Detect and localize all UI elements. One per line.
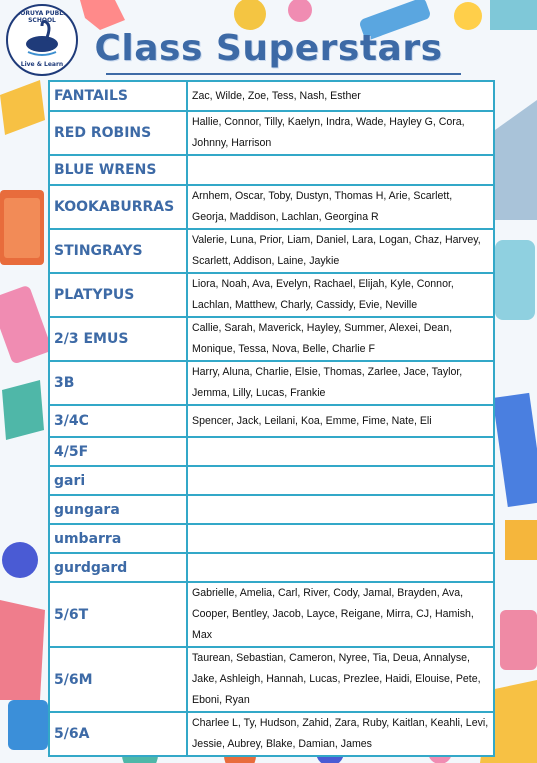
- table-row: [49, 582, 494, 647]
- table-row: [49, 495, 494, 524]
- class-name-cell: PLATYPUS: [49, 273, 187, 317]
- table-row: [49, 155, 494, 185]
- table-row: [49, 405, 494, 437]
- table-row: [49, 553, 494, 582]
- student-names-cell: Gabrielle, Amelia, Carl, River, Cody, Jamal, Brayden, Ava, Cooper, Bentley, Jacob, Layce, Reigane, Mirra, CJ, Hamish, Max: [187, 582, 494, 647]
- student-names-cell: [187, 466, 494, 495]
- table-row: [49, 437, 494, 466]
- class-name-cell: 5/6M: [49, 647, 187, 712]
- student-names-cell: Charlee L, Ty, Hudson, Zahid, Zara, Ruby, Kaitlan, Keahli, Levi, Jessie, Aubrey, Blake, Damian, James: [187, 712, 494, 756]
- student-names-cell: Harry, Aluna, Charlie, Elsie, Thomas, Zarlee, Jace, Taylor, Jemma, Lilly, Lucas, Frankie: [187, 361, 494, 405]
- page-title: Class Superstars: [94, 28, 443, 69]
- class-name-cell: 4/5F: [49, 437, 187, 466]
- student-names-cell: Valerie, Luna, Prior, Liam, Daniel, Lara, Logan, Chaz, Harvey, Scarlett, Addison, Laine, Jaykie: [187, 229, 494, 273]
- class-name-cell: BLUE WRENS: [49, 155, 187, 185]
- student-names-cell: Taurean, Sebastian, Cameron, Nyree, Tia, Deua, Annalyse, Jake, Ashleigh, Hannah, Lucas, Prezlee, Haidi, Elouise, Pete, Eboni, Ryan: [187, 647, 494, 712]
- class-name-cell: gurdgard: [49, 553, 187, 582]
- student-names-cell: [187, 495, 494, 524]
- table-row: [49, 712, 494, 756]
- class-name-cell: 5/6A: [49, 712, 187, 756]
- table-row: [49, 361, 494, 405]
- logo-school-name: MORUYA PUBLIC SCHOOL: [14, 10, 70, 24]
- table-row: [49, 81, 494, 111]
- student-names-cell: [187, 524, 494, 553]
- student-names-cell: Liora, Noah, Ava, Evelyn, Rachael, Elijah, Kyle, Connor, Lachlan, Matthew, Charly, Cassidy, Evie, Neville: [187, 273, 494, 317]
- student-names-cell: [187, 553, 494, 582]
- table-row: [49, 185, 494, 229]
- page-header: [0, 0, 537, 80]
- table-row: [49, 317, 494, 361]
- student-names-cell: Hallie, Connor, Tilly, Kaelyn, Indra, Wade, Hayley G, Cora, Johnny, Harrison: [187, 111, 494, 155]
- student-names-cell: Spencer, Jack, Leilani, Koa, Emme, Fime, Nate, Eli: [187, 405, 494, 437]
- class-name-cell: KOOKABURRAS: [49, 185, 187, 229]
- student-names-cell: [187, 437, 494, 466]
- student-names-cell: Callie, Sarah, Maverick, Hayley, Summer, Alexei, Dean, Monique, Tessa, Nova, Belle, Charlie F: [187, 317, 494, 361]
- class-name-cell: 3B: [49, 361, 187, 405]
- student-names-cell: Arnhem, Oscar, Toby, Dustyn, Thomas H, Arie, Scarlett, Georja, Maddison, Lachlan, Georgina R: [187, 185, 494, 229]
- table-row: [49, 273, 494, 317]
- table-row: [49, 229, 494, 273]
- table-row: [49, 111, 494, 155]
- class-name-cell: gungara: [49, 495, 187, 524]
- class-name-cell: FANTAILS: [49, 81, 187, 111]
- logo-motto: Live & Learn: [20, 61, 64, 68]
- student-names-cell: Zac, Wilde, Zoe, Tess, Nash, Esther: [187, 81, 494, 111]
- class-name-cell: umbarra: [49, 524, 187, 553]
- class-name-cell: 3/4C: [49, 405, 187, 437]
- class-name-cell: 5/6T: [49, 582, 187, 647]
- table-row: [49, 466, 494, 495]
- student-names-cell: [187, 155, 494, 185]
- table-row: [49, 524, 494, 553]
- class-name-cell: gari: [49, 466, 187, 495]
- class-name-cell: RED ROBINS: [49, 111, 187, 155]
- class-name-cell: 2/3 EMUS: [49, 317, 187, 361]
- class-name-cell: STINGRAYS: [49, 229, 187, 273]
- table-row: [49, 647, 494, 712]
- title-underline: [106, 73, 461, 75]
- class-superstars-table: [48, 80, 495, 757]
